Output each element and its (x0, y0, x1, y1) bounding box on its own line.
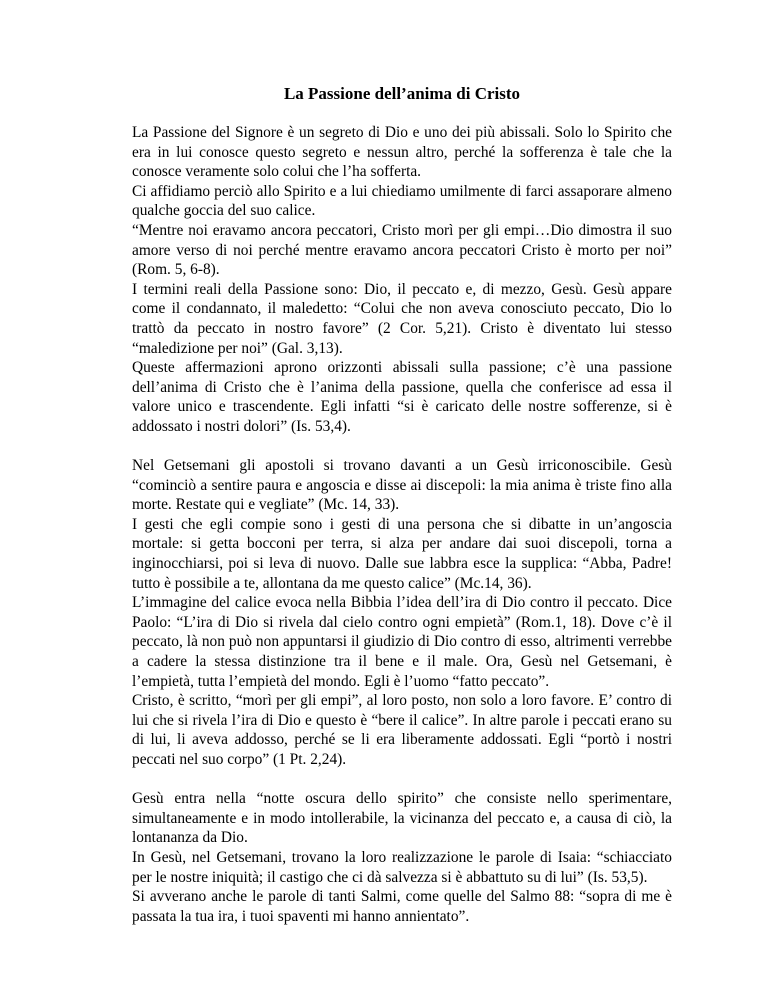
paragraph: Cristo, è scritto, “morì per gli empi”, al loro posto, non solo a loro favore. E’ contro di lui che si rivela l’ira di Dio e questo è “bere il calice”. In altre parole i peccati erano su di lui, li aveva addosso, perché se li era liberamente addossati. Egli “portò i nostri peccati nel suo corpo” (1 Pt. 2,24). (132, 692, 672, 768)
section-2 (132, 456, 672, 770)
section-1 (132, 123, 672, 437)
paragraph: L’immagine del calice evoca nella Bibbia l’idea dell’ira di Dio contro il peccato. Dice Paolo: “L’ira di Dio si rivela dal cielo contro ogni empietà” (Rom.1, 18). Dove c’è il peccato, là non può non appuntarsi il giudizio di Dio contro di esso, altrimenti verrebbe a cadere la stessa distinzione tra il bene e il male. Ora, Gesù nel Getsemani, è l’empietà, tutta l’empietà del mondo. Egli è l’uomo “fatto peccato”. (132, 594, 672, 690)
document-title: La Passione dell’anima di Cristo (283, 84, 521, 103)
paragraph: Queste affermazioni aprono orizzonti abissali sulla passione; c’è una passione dell’anima di Cristo che è l’anima della passione, quella che conferisce ad essa il valore unico e trascendente. Egli infatti “si è caricato delle nostre sofferenze, si è addossato i nostri dolori” (Is. 53,4). (132, 359, 672, 435)
document-page (132, 84, 672, 926)
paragraph: Nel Getsemani gli apostoli si trovano davanti a un Gesù irriconoscibile. Gesù “cominciò a sentire paura e angoscia e disse ai discepoli: la mia anima è triste fino alla morte. Restate qui e vegliate” (Mc. 14, 33). (132, 457, 672, 514)
paragraph: In Gesù, nel Getsemani, trovano la loro realizzazione le parole di Isaia: “schiacciato per le nostre iniquità; il castigo che ci dà salvezza si è abbattuto su di lui” (Is. 53,5). (132, 848, 672, 886)
paragraph: Si avverano anche le parole di tanti Salmi, come quelle del Salmo 88: “sopra di me è passata la tua ira, i tuoi spaventi mi hanno annientato”. (132, 888, 672, 925)
paragraph: I termini reali della Passione sono: Dio, il peccato e, di mezzo, Gesù. Gesù appare come il condannato, il maledetto: “Colui che non aveva conosciuto peccato, Dio lo trattò da peccato in nostro favore” (2 Cor. 5,21). Cristo è diventato lui stesso “maledizione per noi” (Gal. 3,13). (132, 280, 672, 357)
paragraph: I gesti che egli compie sono i gesti di una persona che si dibatte in un’angoscia mortale: si getta bocconi per terra, si alza per andare dai suoi discepoli, torna a inginocchiarsi, poi si leva di nuovo. Dalle sue labbra esce la supplica: “Abba, Padre! tutto è possibile a te, allontana da me questo calice” (Mc.14, 36). (132, 515, 672, 592)
paragraph: Gesù entra nella “notte oscura dello spirito” che consiste nello sperimentare, simultaneamente e in modo intollerabile, la vicinanza del peccato e, a causa di ciò, la lontananza da Dio. (132, 790, 672, 847)
paragraph: “Mentre noi eravamo ancora peccatori, Cristo morì per gli empi…Dio dimostra il suo amore verso di noi perché mentre eravamo ancora peccatori Cristo è morto per noi” (Rom. 5, 6-8). (132, 221, 672, 279)
section-spacer (132, 770, 672, 790)
paragraph: La Passione del Signore è un segreto di Dio e uno dei più abissali. Solo lo Spirito che era in lui conosce questo segreto e nessun altro, perché la sofferenza è tale che la conosce veramente solo colui che l’ha sofferta. (132, 124, 672, 181)
section-spacer (132, 437, 672, 457)
section-3 (132, 789, 672, 926)
paragraph: Ci affidiamo perciò allo Spirito e a lui chiediamo umilmente di farci assaporare almeno qualche goccia del suo calice. (132, 182, 672, 220)
